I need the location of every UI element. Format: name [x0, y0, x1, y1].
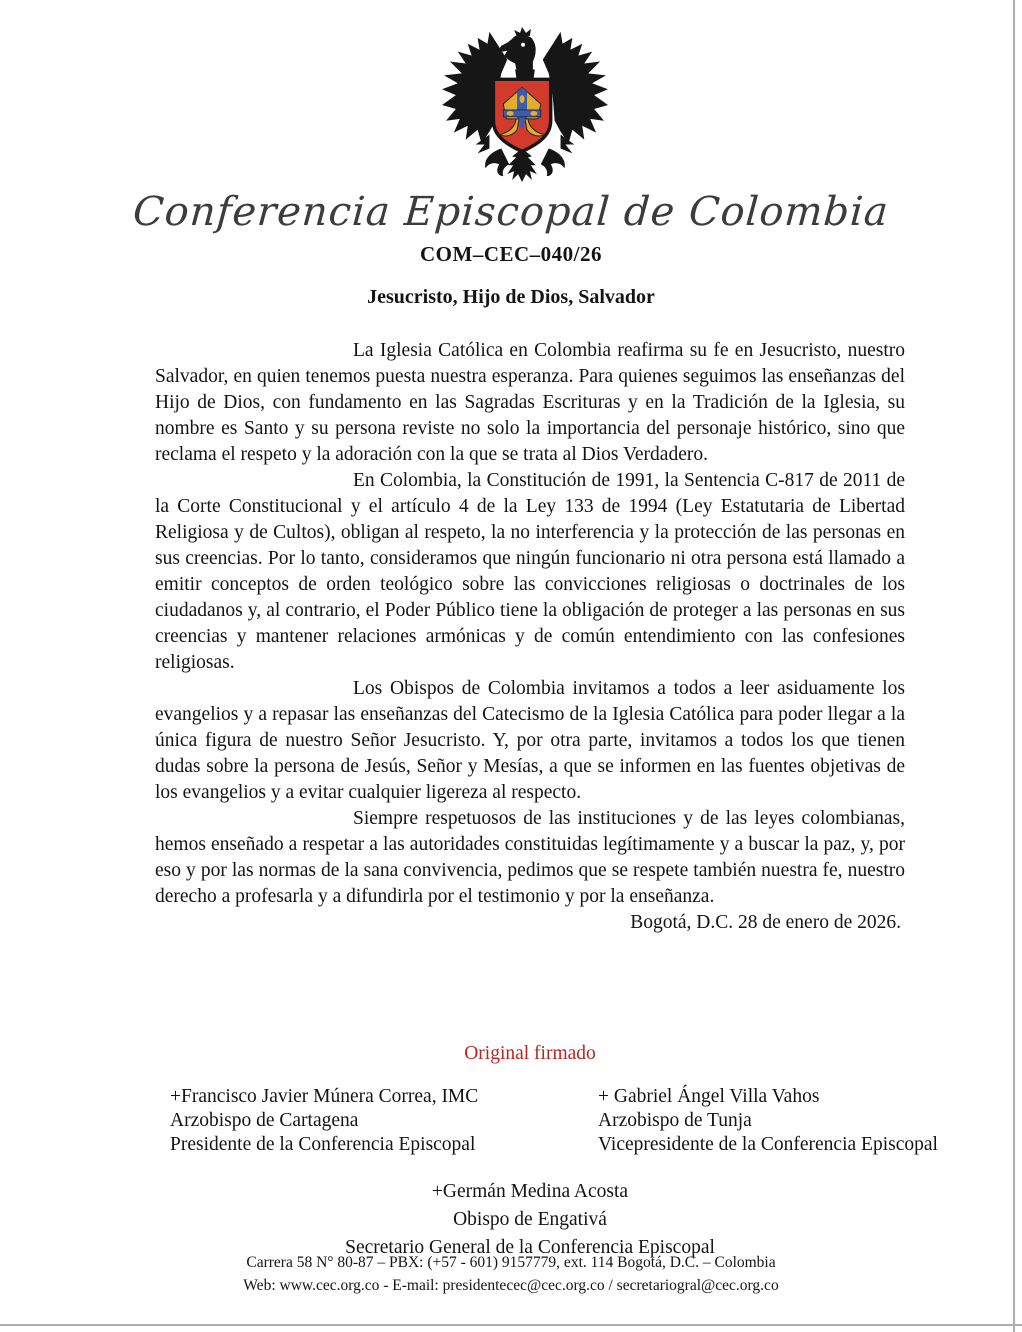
footer-address: Carrera 58 N° 80-87 – PBX: (+57 - 601) 9157779, ext. 114 Bogotá, D.C. – Colombia: [246, 1254, 776, 1271]
paragraph-1: La Iglesia Católica en Colombia reafirma su fe en Jesucristo, nuestro Salvador, en quien tenemos puesta nuestra esperanza. Para quienes seguimos las enseñanzas del Hijo de Dios, con fundamento en las Sagradas Escrituras y en la Tradición de la Iglesia, su nombre es Santo y su persona reviste no solo la importancia del personaje histórico, sino que reclama el respeto y la adoración con la que se trata al Dios Verdadero.: [155, 340, 905, 465]
document-title: Jesucristo, Hijo de Dios, Salvador: [367, 286, 655, 308]
signatory-name: +Francisco Javier Múnera Correa, IMC: [170, 1086, 479, 1107]
signature-president: [170, 1085, 598, 1157]
page-edge-bottom: [0, 1324, 1022, 1326]
coat-of-arms-icon: [437, 26, 613, 184]
signatory-role: Vicepresidente de la Conferencia Episcopal: [598, 1134, 938, 1155]
signature-row: [0, 1085, 1022, 1157]
original-signed-label: Original firmado: [464, 1043, 596, 1064]
page-edge-right: [1013, 0, 1015, 1332]
letterhead-footer: [136, 1251, 886, 1297]
signature-secretary-general: [155, 1178, 905, 1262]
signatory-name: +Germán Medina Acosta: [431, 1181, 629, 1202]
signatory-name: + Gabriel Ángel Villa Vahos: [598, 1086, 820, 1107]
paragraph-3: Los Obispos de Colombia invitamos a todos a leer asiduamente los evangelios y a repasar las enseñanzas del Catecismo de la Iglesia Católica para poder llegar a la única figura de nuestro Señor Jesucristo. Y, por otra parte, invitamos a todos los que tienen dudas sobre la persona de Jesús, Señor y Mesías, a que se informen en las fuentes objetivas de los evangelios y a evitar cualquier ligereza al respecto.: [155, 678, 905, 803]
organization-name: Conferencia Episcopal de Colombia: [131, 189, 891, 235]
signature-vicepresident: [598, 1085, 1022, 1157]
paragraph-4: Siempre respetuosos de las instituciones y de las leyes colombianas, hemos enseñado a respetar a las autoridades constituidas legítimamente y a buscar la paz, y, por eso y por las normas de la sana convivencia, pedimos que se respete también nuestra fe, nuestro derecho a profesarla y a difundirla por el testimonio y por la enseñanza.: [155, 808, 905, 907]
footer-contacts: Web: www.cec.org.co - E-mail: presidentecec@cec.org.co / secretariogral@cec.org.co: [243, 1277, 779, 1294]
paragraph-2: En Colombia, la Constitución de 1991, la Sentencia C-817 de 2011 de la Corte Constitucional y el artículo 4 de la Ley 133 de 1994 (Ley Estatutaria de Libertad Religiosa y de Cultos), obligan al respeto, la no interferencia y la protección de las personas en sus creencias. Por lo tanto, consideramos que ningún funcionario ni otra persona está llamado a emitir conceptos de orden teológico sobre las convicciones religiosas o doctrinales de los ciudadanos y, al contrario, el Poder Público tiene la obligación de proteger a las personas en sus creencias y mantener relaciones armónicas y de común entendimiento con las confesiones religiosas.: [155, 470, 905, 673]
signatory-title: Obispo de Engativá: [453, 1209, 607, 1230]
document-reference: COM–CEC–040/26: [420, 242, 602, 266]
signatory-title: Arzobispo de Tunja: [598, 1110, 752, 1131]
signatory-title: Arzobispo de Cartagena: [170, 1110, 359, 1131]
signatory-role: Secretario General de la Conferencia Episcopal: [345, 1237, 715, 1258]
signatory-role: Presidente de la Conferencia Episcopal: [170, 1134, 476, 1155]
dateline: Bogotá, D.C. 28 de enero de 2026.: [630, 912, 901, 933]
letter-body: [155, 338, 905, 936]
